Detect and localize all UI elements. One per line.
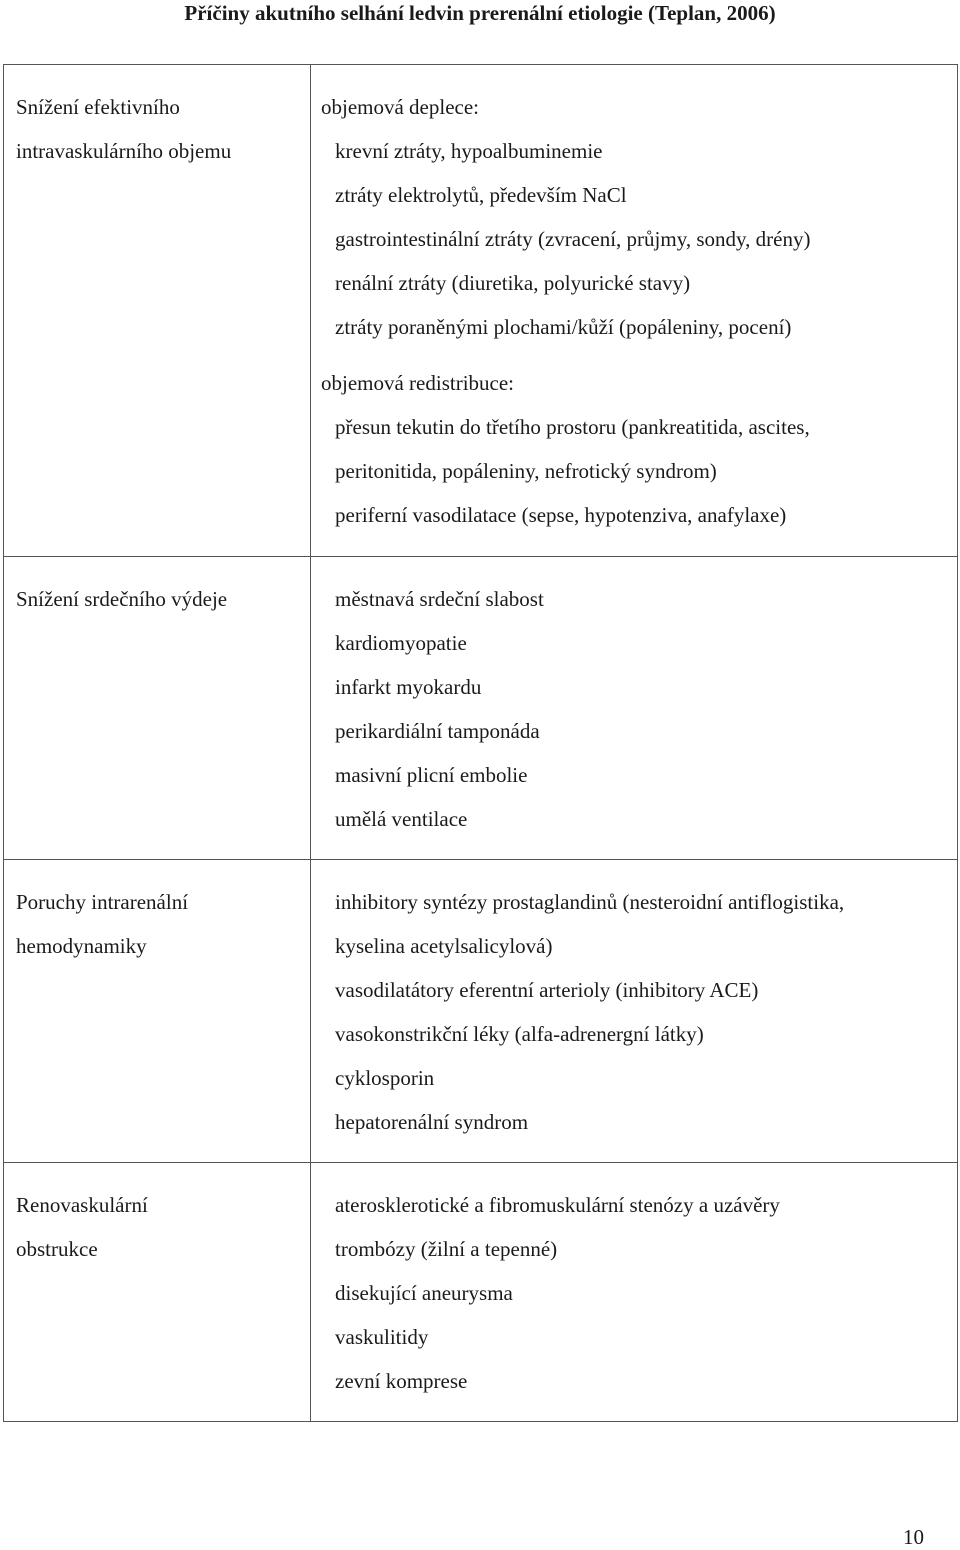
list-item: aterosklerotické a fibromuskulární stenózy a uzávěry bbox=[335, 1193, 780, 1217]
table-row bbox=[4, 557, 958, 860]
causes-table bbox=[3, 64, 958, 1422]
list-item: masivní plicní embolie bbox=[335, 763, 528, 787]
list-item: perikardiální tamponáda bbox=[335, 719, 540, 743]
list-item: kardiomyopatie bbox=[335, 631, 467, 655]
list-item: disekující aneurysma bbox=[335, 1281, 513, 1305]
table-row bbox=[4, 65, 958, 557]
items-cell bbox=[311, 65, 958, 557]
list-item: periferní vasodilatace (sepse, hypotenziva, anafylaxe) bbox=[335, 503, 787, 527]
category-cell bbox=[4, 557, 311, 860]
list-item: přesun tekutin do třetího prostoru (pankreatitida, ascites, bbox=[335, 415, 810, 439]
list-item: umělá ventilace bbox=[335, 807, 468, 831]
list-item: infarkt myokardu bbox=[335, 675, 482, 699]
list-item: krevní ztráty, hypoalbuminemie bbox=[335, 139, 603, 163]
category-cell bbox=[4, 65, 311, 557]
group-heading: objemová deplece: bbox=[321, 95, 480, 119]
group-heading: objemová redistribuce: bbox=[321, 371, 515, 395]
list-item: inhibitory syntézy prostaglandinů (nesteroidní antiflogistika, bbox=[335, 890, 845, 914]
table-row bbox=[4, 860, 958, 1163]
list-item: gastrointestinální ztráty (zvracení, průjmy, sondy, drény) bbox=[335, 227, 811, 251]
list-item: městnavá srdeční slabost bbox=[335, 587, 544, 611]
list-item: cyklosporin bbox=[335, 1066, 435, 1090]
list-item: ztráty elektrolytů, především NaCl bbox=[335, 183, 627, 207]
category-cell bbox=[4, 1163, 311, 1422]
category-cell bbox=[4, 860, 311, 1163]
list-item: hepatorenální syndrom bbox=[335, 1110, 529, 1134]
category-label: intravaskulárního objemu bbox=[16, 139, 232, 163]
list-item: kyselina acetylsalicylová) bbox=[335, 934, 553, 958]
items-cell bbox=[311, 860, 958, 1163]
category-label: Snížení efektivního bbox=[16, 95, 180, 119]
category-label: Snížení srdečního výdeje bbox=[16, 587, 228, 611]
category-label: hemodynamiky bbox=[16, 934, 147, 958]
list-item: vasokonstrikční léky (alfa-adrenergní látky) bbox=[335, 1022, 704, 1046]
items-cell bbox=[311, 1163, 958, 1422]
items-cell bbox=[311, 557, 958, 860]
category-label: obstrukce bbox=[16, 1237, 98, 1261]
list-item: renální ztráty (diuretika, polyurické stavy) bbox=[335, 271, 691, 295]
category-label: Poruchy intrarenální bbox=[16, 890, 189, 914]
category-label: Renovaskulární bbox=[16, 1193, 148, 1217]
document-title: Příčiny akutního selhání ledvin prerenální etiologie (Teplan, 2006) bbox=[184, 1, 776, 25]
list-item: vaskulitidy bbox=[335, 1325, 429, 1349]
list-item: ztráty poraněnými plochami/kůží (popáleniny, pocení) bbox=[335, 315, 792, 339]
page-number: 10 bbox=[903, 1525, 924, 1549]
list-item: peritonitida, popáleniny, nefrotický syndrom) bbox=[335, 459, 717, 483]
list-item: vasodilatátory eferentní arterioly (inhibitory ACE) bbox=[335, 978, 759, 1002]
table-row bbox=[4, 1163, 958, 1422]
list-item: zevní komprese bbox=[335, 1369, 468, 1393]
list-item: trombózy (žilní a tepenné) bbox=[335, 1237, 558, 1261]
